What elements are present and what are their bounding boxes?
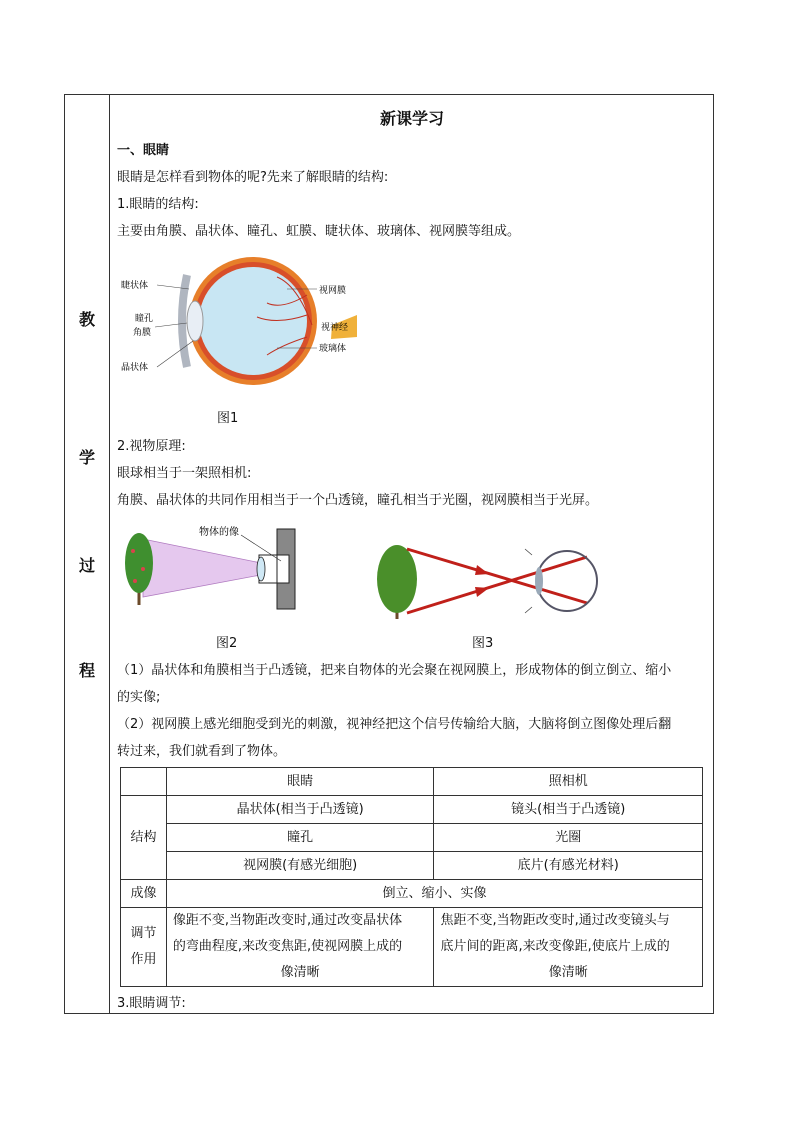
adjust-camera-cell <box>434 908 703 987</box>
table-row <box>121 852 703 880</box>
paragraph-1-line-1: （1）晶状体和角膜相当于凸透镜，把来自物体的光会聚在视网膜上，形成物体的倒立倒立、缩小 <box>117 663 672 678</box>
imaging-value: 倒立、缩小、实像 <box>166 880 702 908</box>
adjust-camera-line-3: 像清晰 <box>548 965 588 980</box>
eye-structure-cell: 视网膜(有感光细胞) <box>166 852 434 880</box>
lesson-frame <box>64 94 714 1014</box>
eye-structure-cell: 瞳孔 <box>166 824 434 852</box>
figure-3-caption: 图3 <box>472 636 494 651</box>
table-row <box>121 824 703 852</box>
vitreous-body <box>199 267 307 375</box>
side-char-4: 程 <box>78 661 95 680</box>
camera-figure <box>121 525 321 615</box>
side-column <box>65 95 110 1013</box>
eye-structure-cell: 晶状体(相当于凸透镜) <box>166 796 434 824</box>
table-row <box>121 796 703 824</box>
structure-text: 主要由角膜、晶状体、瞳孔、虹膜、睫状体、玻璃体、视网膜等组成。 <box>117 224 521 239</box>
light-cone <box>143 539 271 597</box>
ray-bottom <box>407 557 587 613</box>
figure-2-caption: 图2 <box>216 636 238 651</box>
adjust-heading: 3.眼睛调节: <box>117 996 186 1011</box>
image-label: 物体的像 <box>199 527 239 538</box>
paragraph-2-line-2: 转过来，我们就看到了物体。 <box>117 744 287 759</box>
label-cornea: 角膜 <box>133 328 152 338</box>
structure-label: 结构 <box>121 796 167 880</box>
page-title: 新课学习 <box>379 109 444 128</box>
camera-structure-cell: 光圈 <box>434 824 703 852</box>
eye-outline <box>537 551 597 611</box>
eye-anatomy-figure <box>117 255 357 385</box>
adjust-eye-line-1: 像距不变,当物距改变时,通过改变晶状体 <box>172 913 403 928</box>
adjust-label <box>121 908 167 987</box>
label-optic-nerve: 视神经 <box>321 323 349 333</box>
paragraph-1-line-2: 的实像; <box>117 690 161 705</box>
comparison-table <box>120 767 703 987</box>
label-ciliary: 睫状体 <box>121 281 149 291</box>
figure-1-caption: 图1 <box>217 411 239 426</box>
adjust-camera-line-1: 焦距不变,当物距改变时,通过改变镜头与 <box>440 913 670 928</box>
camera-description: 角膜、晶状体的共同作用相当于一个凸透镜，瞳孔相当于光圈，视网膜相当于光屏。 <box>117 493 599 508</box>
header-camera: 照相机 <box>434 768 703 796</box>
tree-canopy <box>125 533 153 593</box>
table-row <box>121 880 703 908</box>
adjust-label-line-2: 作用 <box>130 952 157 967</box>
principle-heading: 2.视物原理: <box>117 439 186 454</box>
camera-body <box>277 529 295 609</box>
camera-lens <box>257 557 265 581</box>
adjust-camera-line-2: 底片间的距离,来改变像距,使底片上成的 <box>440 939 670 954</box>
adjust-label-line-1: 调节 <box>130 926 157 941</box>
table-row <box>121 908 703 987</box>
label-vitreous: 玻璃体 <box>319 344 347 354</box>
adjust-eye-line-2: 的弯曲程度,来改变焦距,使视网膜上成的 <box>172 939 403 954</box>
adjust-eye-line-3: 像清晰 <box>280 965 320 980</box>
camera-structure-cell: 底片(有感光材料) <box>434 852 703 880</box>
side-char-2: 学 <box>78 448 95 467</box>
intro-text: 眼睛是怎样看到物体的呢?先来了解眼睛的结构: <box>117 170 389 185</box>
label-retina: 视网膜 <box>319 286 347 296</box>
eye-lens <box>535 567 543 595</box>
camera-line: 眼球相当于一架照相机: <box>117 466 252 481</box>
paragraph-2-line-1: （2）视网膜上感光细胞受到光的刺激，视神经把这个信号传输给大脑，大脑将倒立图像处理后翻 <box>117 717 672 732</box>
camera-structure-cell: 镜头(相当于凸透镜) <box>434 796 703 824</box>
structure-heading: 1.眼睛的结构: <box>117 197 199 212</box>
tree-figure <box>377 545 417 613</box>
eye-ray-figure <box>367 535 607 625</box>
label-lens: 晶状体 <box>121 363 149 373</box>
header-eye: 眼睛 <box>166 768 434 796</box>
side-char-1: 教 <box>78 310 95 329</box>
table-header-row <box>121 768 703 796</box>
section-heading: 一、眼睛 <box>117 143 170 158</box>
label-pupil: 瞳孔 <box>135 314 154 324</box>
ray-top <box>407 549 587 603</box>
side-char-3: 过 <box>78 556 95 575</box>
lens-shape <box>187 301 203 341</box>
imaging-label: 成像 <box>121 880 167 908</box>
corner-cell <box>121 768 167 796</box>
adjust-eye-cell <box>166 908 434 987</box>
